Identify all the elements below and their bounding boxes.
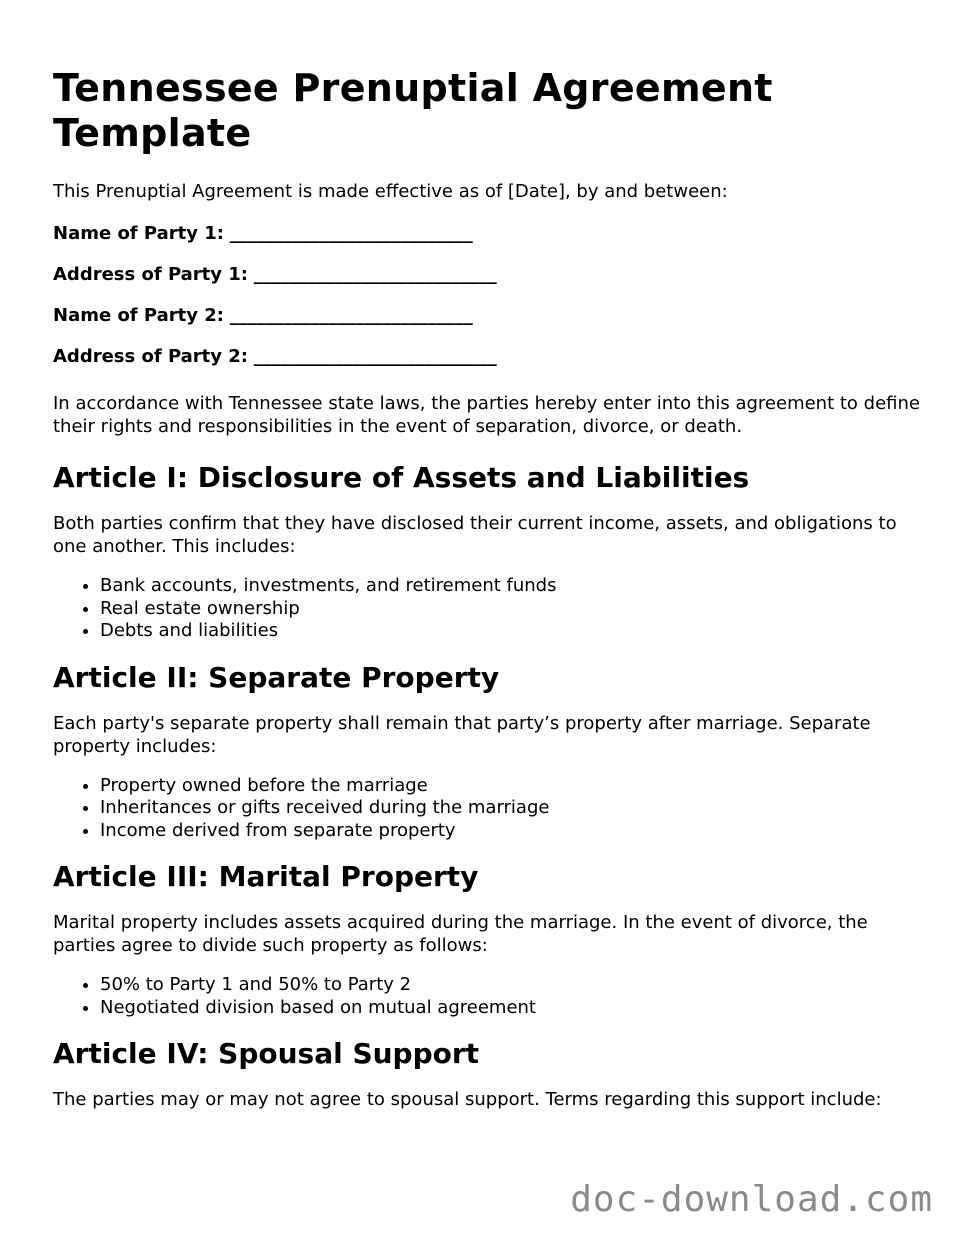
article-heading: Article IV: Spousal Support: [53, 1037, 480, 1070]
article-list: [53, 974, 923, 1019]
field-label: Address of Party 2:: [53, 346, 249, 367]
article-text: Marital property includes assets acquired during the marriage. In the event of divorce, the parties agree to divide such property as follows:: [53, 912, 868, 956]
intro-text: This Prenuptial Agreement is made effective as of [Date], by and between:: [53, 181, 728, 202]
article-heading: Article I: Disclosure of Assets and Liabilities: [53, 461, 750, 494]
field-label: Name of Party 1:: [53, 223, 224, 244]
article-list: [53, 575, 923, 643]
article-text: The parties may or may not agree to spousal support. Terms regarding this support include:: [53, 1089, 882, 1110]
field-label: Name of Party 2:: [53, 305, 224, 326]
list-item: • Income derived from separate property: [100, 820, 923, 843]
list-item: • Debts and liabilities: [100, 620, 923, 643]
watermark: doc-download.com: [570, 1179, 933, 1220]
article-heading: Article II: Separate Property: [53, 660, 500, 694]
page-title: Tennessee Prenuptial Agreement Template: [53, 66, 773, 155]
list-item: • Negotiated division based on mutual agreement: [100, 997, 923, 1020]
article-text: Both parties confirm that they have disclosed their current income, assets, and obligations to one another. This includes:: [53, 513, 897, 557]
article-text: Each party's separate property shall remain that party’s property after marriage. Separate property includes:: [53, 712, 871, 757]
article-list: [53, 775, 923, 843]
field-label: Address of Party 1:: [53, 264, 249, 285]
field-blank-line: ___________________________: [229, 223, 473, 244]
list-item: • 50% to Party 1 and 50% to Party 2: [100, 974, 923, 997]
field-blank-line: ___________________________: [253, 264, 497, 285]
list-item: • Bank accounts, investments, and retirement funds: [100, 575, 923, 598]
document-page: [53, 66, 923, 1128]
field-blank-line: ___________________________: [229, 305, 473, 326]
laws-paragraph: In accordance with Tennessee state laws, the parties hereby enter into this agreement to define their rights and responsibilities in the event of separation, divorce, or death.: [53, 393, 920, 437]
list-item: • Inheritances or gifts received during the marriage: [100, 797, 923, 820]
field-blank-line: ___________________________: [253, 346, 497, 367]
list-item: • Property owned before the marriage: [100, 775, 923, 798]
field-address-party-2: [53, 345, 923, 368]
field-name-party-2: [53, 304, 923, 327]
field-name-party-1: [53, 222, 923, 245]
field-address-party-1: [53, 263, 923, 286]
list-item: • Real estate ownership: [100, 598, 923, 621]
article-heading: Article III: Marital Property: [53, 860, 479, 893]
